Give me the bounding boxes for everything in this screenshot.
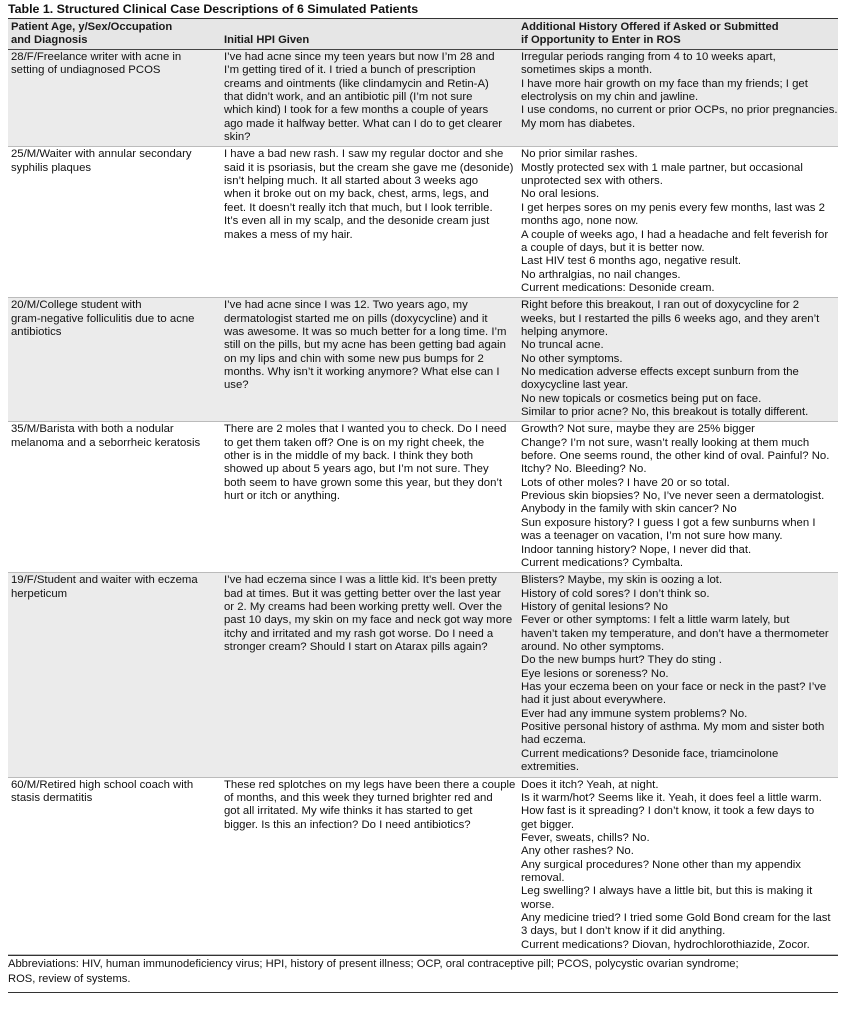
table-row — [8, 50, 838, 147]
hpi-cell-line: got all irritated. My wife thinks it has started to get — [224, 805, 473, 818]
table-row — [8, 147, 838, 298]
history-cell-line: Change? I’m not sure, wasn’t really looking at them much — [521, 436, 810, 449]
history-cell-line: Blisters? Maybe, my skin is oozing a lot. — [521, 574, 723, 587]
hpi-cell-line: on my lips and chin with some new pus bumps for 2 — [224, 352, 484, 365]
footnote-line: Abbreviations: HIV, human immunodeficiency virus; HPI, history of present illness; OCP, oral contraceptive pill; PCOS, polycystic ovarian syndrome; — [8, 958, 739, 971]
history-cell-line: Indoor tanning history? Nope, I never did that. — [521, 543, 752, 556]
history-cell-line: Last HIV test 6 months ago, negative result. — [521, 255, 742, 268]
table-row — [8, 298, 838, 422]
hpi-cell-line: or 2. My creams had been working pretty well. Over the — [224, 600, 503, 613]
history-cell-line: Is it warm/hot? Seems like it. Yeah, it does feel a little warm. — [521, 791, 822, 804]
hpi-cell-line: past 10 days, my skin on my face and neck got way more — [224, 614, 513, 627]
history-cell-line: Irregular periods ranging from 4 to 10 weeks apart, — [521, 51, 776, 63]
table-title: Table 1. Structured Clinical Case Descriptions of 6 Simulated Patients — [8, 2, 419, 16]
hpi-cell-line: itchy and irritated and my rash got worse. Do I need a — [224, 627, 494, 640]
history-cell-line: Any surgical procedures? None other than my appendix — [521, 858, 801, 871]
hpi-cell-line: ago made it halfway better. What can I do to get clearer — [224, 117, 503, 130]
history-cell-line: Eye lesions or soreness? No. — [521, 667, 669, 680]
history-cell — [520, 573, 838, 776]
hpi-cell-line: was awesome. It was so much better for a long time. I’m — [224, 325, 507, 338]
history-cell-line: Growth? Not sure, maybe they are 25% bigger — [521, 423, 755, 436]
header-history-line: if Opportunity to Enter in ROS — [521, 34, 681, 47]
history-cell-line: a couple of days, but it is better now. — [521, 241, 705, 254]
hpi-cell-line: I’ve had acne since I was 12. Two years ago, my — [224, 299, 468, 312]
hpi-cell-line: hurt or itch or anything. — [224, 490, 341, 503]
hpi-cell-line: use? — [224, 379, 249, 392]
history-cell-line: Current medications? Desonide face, triamcinolone — [521, 747, 779, 760]
history-cell-line: Itchy? No. Bleeding? No. — [521, 463, 647, 476]
header-patient — [8, 19, 222, 49]
history-cell-line: No other symptoms. — [521, 352, 623, 365]
history-cell-line: How fast is it spreading? I don’t know, it took a few days to — [521, 805, 815, 818]
history-cell-line: helping anymore. — [521, 325, 609, 338]
table-body — [8, 50, 838, 955]
history-cell-line: My mom has diabetes. — [521, 117, 636, 130]
history-cell-line: I have more hair growth on my face than my friends; I get — [521, 77, 808, 90]
history-cell-line: No medication adverse effects except sunburn from the — [521, 366, 799, 378]
table-row — [8, 422, 838, 573]
history-cell-line: I get herpes sores on my penis every few months, last was 2 — [521, 201, 825, 214]
patient-cell — [8, 778, 222, 955]
hpi-cell-line: of months, and this week they turned brighter red and — [224, 791, 493, 804]
history-cell-line: months ago, none now. — [521, 215, 639, 228]
footnote-line: ROS, review of systems. — [8, 973, 131, 986]
history-cell-line: Lots of other moles? I have 20 or so total. — [521, 476, 730, 489]
history-cell-line: Mostly protected sex with 1 male partner, but occasional — [521, 161, 803, 174]
hpi-cell — [222, 422, 520, 572]
history-cell-line: haven’t taken my temperature, and don’t have a thermometer — [521, 627, 829, 640]
history-cell-line: Sun exposure history? I guess I got a few sunburns when I — [521, 516, 816, 529]
history-cell-line: was a teenager on vacation, I’m not sure how many. — [521, 530, 783, 543]
history-cell — [520, 147, 838, 297]
history-cell-line: removal. — [521, 871, 565, 884]
table-row — [8, 778, 838, 956]
history-cell-line: electrolysis on my chin and jawline. — [521, 91, 699, 104]
table-figure — [8, 0, 838, 993]
hpi-cell — [222, 50, 520, 146]
hpi-cell-line: I’ve had eczema since I was a little kid. It’s been pretty — [224, 574, 497, 587]
hpi-cell-line: These red splotches on my legs have been there a couple — [224, 778, 516, 791]
history-cell-line: before. One seems round, the other kind of oval. Painful? No. — [521, 450, 830, 463]
history-cell-line: around. No other symptoms. — [521, 640, 665, 653]
history-cell-line: Current medications: Desonide cream. — [521, 281, 715, 294]
header-history — [520, 19, 838, 49]
hpi-cell — [222, 778, 520, 955]
hpi-cell-line: bigger. Is this an infection? Do I need antibiotics? — [224, 818, 471, 831]
hpi-cell — [222, 573, 520, 776]
patient-cell — [8, 573, 222, 776]
history-cell-line: Leg swelling? I always have a little bit, but this is making it — [521, 885, 813, 898]
history-cell-line: get bigger. — [521, 818, 574, 831]
patient-cell — [8, 422, 222, 572]
history-cell-line: extremities. — [521, 761, 579, 774]
patient-cell-line: 19/F/Student and waiter with eczema — [11, 574, 198, 587]
patient-cell — [8, 50, 222, 146]
header-hpi — [222, 19, 520, 49]
patient-cell-line: stasis dermatitis — [11, 791, 93, 804]
history-cell-line: Previous skin biopsies? No, I’ve never seen a dermatologist. — [521, 490, 825, 503]
patient-cell-line: 28/F/Freelance writer with acne in — [11, 51, 182, 63]
history-cell-line: No new topicals or cosmetics being put on face. — [521, 392, 762, 405]
history-cell-line: sometimes skips a month. — [521, 64, 653, 77]
table-footnote — [8, 955, 838, 992]
history-cell-line: Similar to prior acne? No, this breakout is totally different. — [521, 406, 809, 419]
hpi-cell-line: months. Why isn’t it working anymore? What else can I — [224, 366, 500, 378]
history-cell-line: No truncal acne. — [521, 339, 604, 352]
history-cell-line: Right before this breakout, I ran out of doxycycline for 2 — [521, 299, 800, 312]
hpi-cell-line: skin? — [224, 131, 251, 144]
history-cell-line: No arthralgias, no nail changes. — [521, 268, 681, 281]
patient-cell-line: 35/M/Barista with both a nodular — [11, 423, 174, 436]
hpi-cell-line: stronger cream? Should I start on Atarax pills again? — [224, 640, 488, 653]
hpi-cell-line: said it is psoriasis, but the cream she gave me (desonide) — [224, 161, 514, 174]
history-cell-line: Any medicine tried? I tried some Gold Bond cream for the last — [521, 911, 831, 924]
history-cell-line: Current medications? Diovan, hydrochlorothiazide, Zocor. — [521, 938, 810, 951]
header-history-line: Additional History Offered if Asked or Submitted — [521, 21, 779, 33]
bottom-rule — [8, 992, 838, 993]
hpi-cell-line: creams and ointments (like clindamycin and Retin-A) — [224, 77, 489, 90]
patient-cell-line: 60/M/Retired high school coach with — [11, 778, 194, 791]
hpi-cell-line: which kind) I took for a few months a couple of years — [224, 104, 489, 117]
history-cell-line: No prior similar rashes. — [521, 148, 638, 161]
hpi-cell-line: that didn’t work, and an antibiotic pill (I’m not sure — [224, 91, 473, 104]
patient-cell — [8, 147, 222, 297]
header-patient-line: and Diagnosis — [11, 34, 88, 47]
hpi-cell — [222, 147, 520, 297]
history-cell-line: 3 days, but I don’t know if it did anything. — [521, 925, 726, 938]
history-cell-line: Current medications? Cymbalta. — [521, 556, 684, 569]
hpi-cell-line: feet. It doesn’t really itch that much, but I look terrible. — [224, 201, 493, 214]
history-cell-line: No oral lesions. — [521, 188, 600, 201]
history-cell-line: Anybody in the family with skin cancer? No — [521, 503, 737, 516]
history-cell — [520, 298, 838, 421]
hpi-cell-line: isn’t helping much. It all started about 3 weeks ago — [224, 175, 479, 188]
patient-cell-line: herpeticum — [11, 587, 68, 600]
history-cell — [520, 778, 838, 955]
history-cell-line: had eczema. — [521, 734, 586, 747]
history-cell — [520, 422, 838, 572]
hpi-cell-line: showed up about 5 years ago, but I’m not sure. They — [224, 463, 489, 476]
patient-cell-line: melanoma and a seborrheic keratosis — [11, 436, 201, 449]
history-cell-line: Has your eczema been on your face or neck in the past? I’ve — [521, 681, 827, 694]
history-cell-line: Fever, sweats, chills? No. — [521, 831, 650, 844]
table-header — [8, 19, 838, 50]
history-cell-line: had it just about everywhere. — [521, 694, 667, 707]
patient-cell-line: 25/M/Waiter with annular secondary — [11, 148, 192, 161]
hpi-cell-line: I’ve had acne since my teen years but now I’m 28 and — [224, 51, 495, 63]
patient-cell — [8, 298, 222, 421]
hpi-cell-line: I’m getting tired of it. I tried a bunch of prescription — [224, 64, 476, 77]
history-cell-line: worse. — [521, 898, 555, 911]
hpi-cell-line: to get them taken off? One is on my right cheek, the — [224, 436, 485, 449]
hpi-cell-line: both seem to have grown some this year, but they don’t — [224, 476, 503, 489]
table-row — [8, 573, 838, 777]
history-cell-line: weeks, but I restarted the pills 6 weeks ago, and they aren’t — [521, 312, 820, 325]
history-cell-line: Does it itch? Yeah, at night. — [521, 778, 659, 791]
history-cell — [520, 50, 838, 146]
history-cell-line: History of cold sores? I don’t think so. — [521, 587, 710, 600]
history-cell-line: A couple of weeks ago, I had a headache and felt feverish for — [521, 228, 829, 241]
hpi-cell-line: I have a bad new rash. I saw my regular doctor and she — [224, 148, 504, 161]
patient-cell-line: gram-negative folliculitis due to acne — [11, 312, 195, 325]
history-cell-line: Positive personal history of asthma. My mom and sister both — [521, 721, 825, 734]
hpi-cell-line: dermatologist started me on pills (doxycycline) and it — [224, 312, 488, 325]
hpi-cell-line: makes a mess of my hair. — [224, 228, 353, 241]
hpi-cell-line: It’s even all in my scalp, and the desonide cream just — [224, 215, 490, 228]
hpi-cell-line: when it broke out on my back, chest, arms, legs, and — [224, 188, 489, 201]
patient-cell-line: syphilis plaques — [11, 161, 92, 174]
patient-cell-line: antibiotics — [11, 325, 62, 338]
hpi-cell-line: still on the pills, but my acne has been getting bad again — [224, 339, 506, 352]
history-cell-line: I use condoms, no current or prior OCPs, no prior pregnancies. — [521, 104, 838, 117]
history-cell-line: Ever had any immune system problems? No. — [521, 707, 748, 720]
history-cell-line: unprotected sex with others. — [521, 175, 663, 188]
header-hpi-line: Initial HPI Given — [224, 34, 310, 46]
history-cell-line: doxycycline last year. — [521, 379, 629, 392]
hpi-cell — [222, 298, 520, 421]
hpi-cell-line: There are 2 moles that I wanted you to check. Do I need — [224, 423, 507, 436]
patient-cell-line: setting of undiagnosed PCOS — [11, 64, 161, 77]
history-cell-line: Fever or other symptoms: I felt a little warm lately, but — [521, 614, 790, 627]
hpi-cell-line: bad at times. But it was getting better over the last year — [224, 587, 501, 600]
hpi-cell-line: other is in the middle of my back. I think they both — [224, 450, 474, 463]
history-cell-line: Do the new bumps hurt? They do sting . — [521, 654, 722, 667]
header-patient-line: Patient Age, y/Sex/Occupation — [11, 21, 173, 33]
patient-cell-line: 20/M/College student with — [11, 299, 142, 312]
history-cell-line: Any other rashes? No. — [521, 845, 634, 858]
history-cell-line: History of genital lesions? No — [521, 600, 668, 613]
